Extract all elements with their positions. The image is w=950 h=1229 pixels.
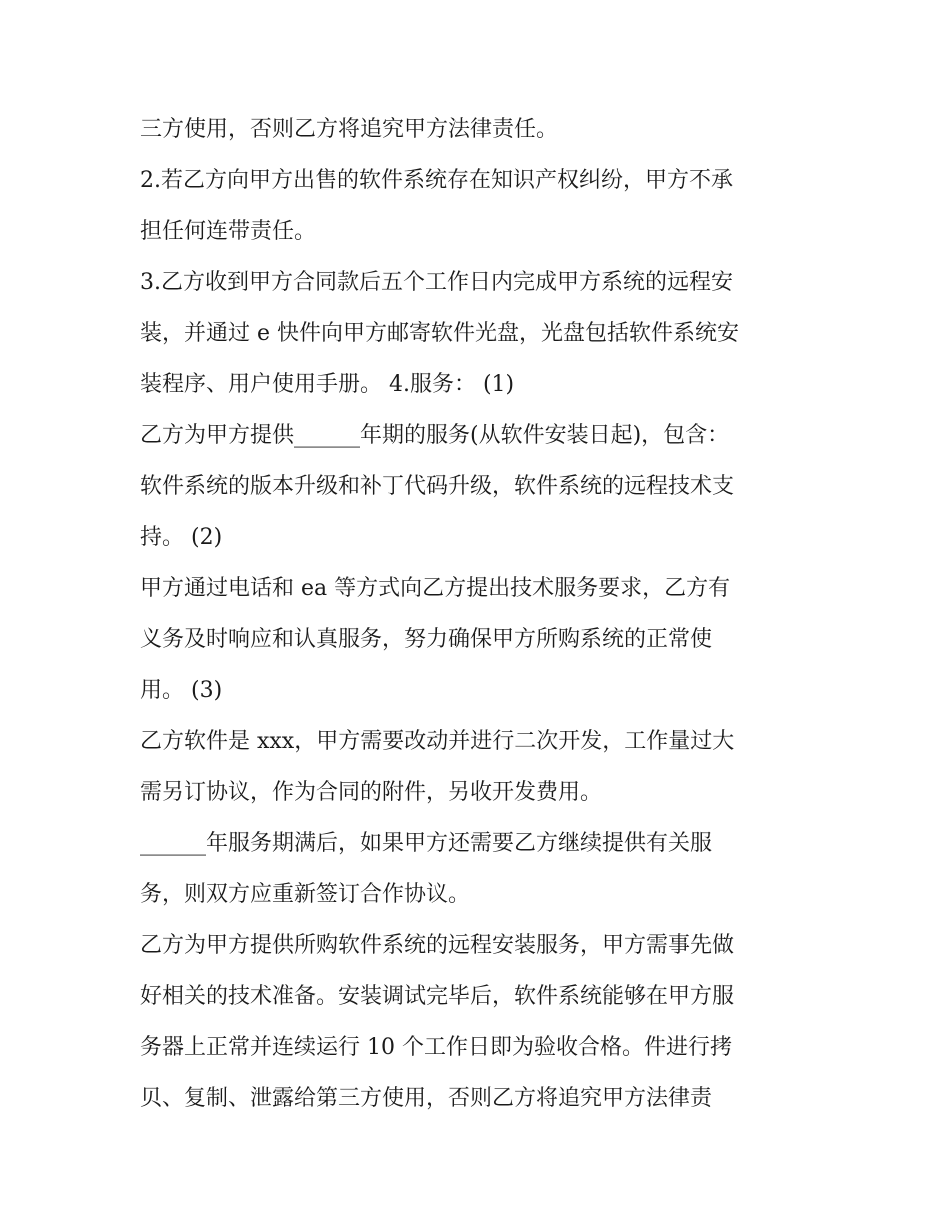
text-line: 需另订协议，作为合同的附件，另收开发费用。 xyxy=(140,780,603,805)
text-line: 3.乙方收到甲方合同款后五个工作日内完成甲方系统的远程安 xyxy=(140,270,733,295)
document-body xyxy=(140,104,820,1124)
text-line: 软件系统的版本升级和补丁代码升级，软件系统的远程技术支 xyxy=(140,474,735,499)
text-line: 义务及时响应和认真服务，努力确保甲方所购系统的正常使 xyxy=(140,627,713,652)
text-line: 装，并通过 e 快件向甲方邮寄软件光盘，光盘包括软件系统安 xyxy=(140,321,740,346)
text-line: 2.若乙方向甲方出售的软件系统存在知识产权纠纷，甲方不承 xyxy=(140,168,733,193)
text-line: 持。 (2) xyxy=(140,525,223,550)
text-line: 三方使用，否则乙方将追究甲方法律责任。 xyxy=(140,117,559,142)
text-line: 甲方通过电话和 ea 等方式向乙方提出技术服务要求，乙方有 xyxy=(140,576,731,601)
text-line: 装程序、用户使用手册。 4.服务： (1) xyxy=(140,372,515,397)
text-line: ______年服务期满后，如果甲方还需要乙方继续提供有关服 xyxy=(140,831,713,856)
text-line: 乙方为甲方提供所购软件系统的远程安装服务，甲方需事先做 xyxy=(140,933,735,958)
text-line: 乙方软件是 xxx，甲方需要改动并进行二次开发，工作量过大 xyxy=(140,729,735,754)
text-line: 务，则双方应重新签订合作协议。 xyxy=(140,882,471,907)
text-line: 乙方为甲方提供______年期的服务(从软件安装日起)，包含： xyxy=(140,423,730,448)
text-line: 好相关的技术准备。安装调试完毕后，软件系统能够在甲方服 xyxy=(140,984,735,1009)
text-line: 贝、复制、泄露给第三方使用，否则乙方将追究甲方法律责 xyxy=(140,1086,713,1111)
text-line: 担任何连带责任。 xyxy=(140,219,317,244)
text-line: 务器上正常并连续运行 10 个工作日即为验收合格。件进行拷 xyxy=(140,1035,732,1060)
text-line: 用。 (3) xyxy=(140,678,223,703)
